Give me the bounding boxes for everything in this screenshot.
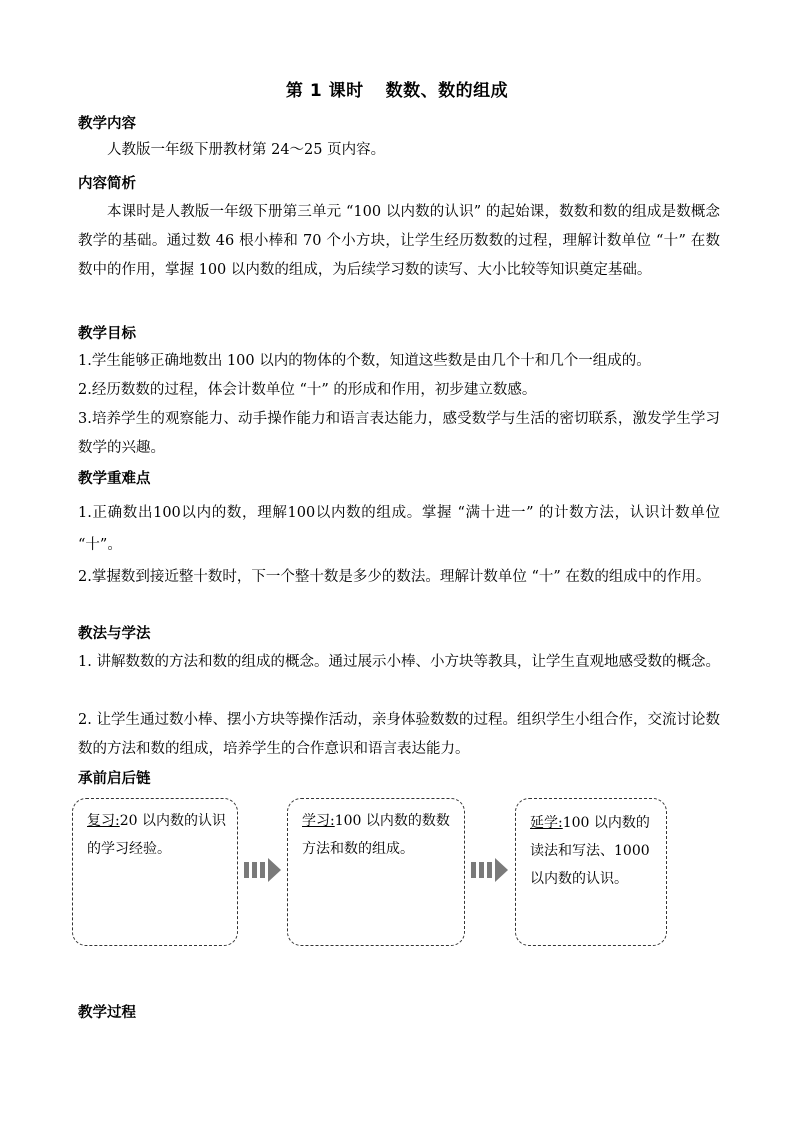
review-label: 复习: (87, 813, 120, 829)
arrow-right-icon (470, 856, 510, 884)
extension-label: 延学: (530, 815, 563, 831)
heading-key-points: 教学重难点 (78, 471, 151, 487)
lesson-topic: 数数、数的组成 (385, 81, 509, 101)
heading-methods: 教法与学法 (78, 626, 151, 642)
review-text: 20 以内数的认识的学习经验。 (87, 813, 226, 857)
review-box (72, 798, 238, 946)
heading-objectives: 教学目标 (78, 326, 136, 342)
heading-content-summary: 内容简析 (78, 176, 136, 192)
content-summary-text: 本课时是人教版一年级下册第三单元 “100 以内数的认识” 的起始课，数数和数的组成是数概念教学的基础。通过数 46 根小棒和 70 个小方块，让学生经历数数的过程，理解计数单位 “十” 在数数中的作用，掌握 100 以内数的组成，为后续学习数的读写、大小比较等知识奠定基础。 (78, 204, 720, 278)
study-label: 学习: (302, 813, 335, 829)
key-point-item: 1.正确数出100以内的数，理解100以内数的组成。掌握 “满十进一” 的计数方法，认识计数单位 “十”。 (78, 505, 720, 553)
heading-teaching-content: 教学内容 (78, 116, 136, 132)
arrow-right-icon (243, 856, 283, 884)
page-title (0, 76, 794, 101)
objective-item: 3.培养学生的观察能力、动手操作能力和语言表达能力，感受数学与生活的密切联系，激发学生学习数学的兴趣。 (78, 411, 720, 456)
extension-text: 100 以内数的读法和写法、1000 以内数的认识。 (530, 815, 650, 887)
study-text: 100 以内数的数数方法和数的组成。 (302, 813, 450, 857)
lesson-number: 第 1 课时 (285, 81, 364, 101)
study-box (287, 798, 465, 946)
heading-teaching-process: 教学过程 (78, 1005, 136, 1021)
teaching-content-text: 人教版一年级下册教材第 24～25 页内容。 (107, 142, 386, 158)
objective-item: 2.经历数数的过程，体会计数单位 “十” 的形成和作用，初步建立数感。 (78, 382, 537, 398)
extension-box (515, 798, 667, 946)
objective-item: 1.学生能够正确地数出 100 以内的物体的个数，知道这些数是由几个十和几个一组成的。 (78, 353, 651, 369)
heading-chain: 承前启后链 (78, 771, 151, 787)
key-point-item: 2.掌握数到接近整十数时，下一个整十数是多少的数法。理解计数单位 “十” 在数的组成中的作用。 (78, 569, 711, 585)
method-item: 2. 让学生通过数小棒、摆小方块等操作活动，亲身体验数数的过程。组织学生小组合作，交流讨论数数的方法和数的组成，培养学生的合作意识和语言表达能力。 (78, 712, 720, 757)
method-item: 1. 讲解数数的方法和数的组成的概念。通过展示小棒、小方块等教具，让学生直观地感受数的概念。 (78, 654, 720, 670)
